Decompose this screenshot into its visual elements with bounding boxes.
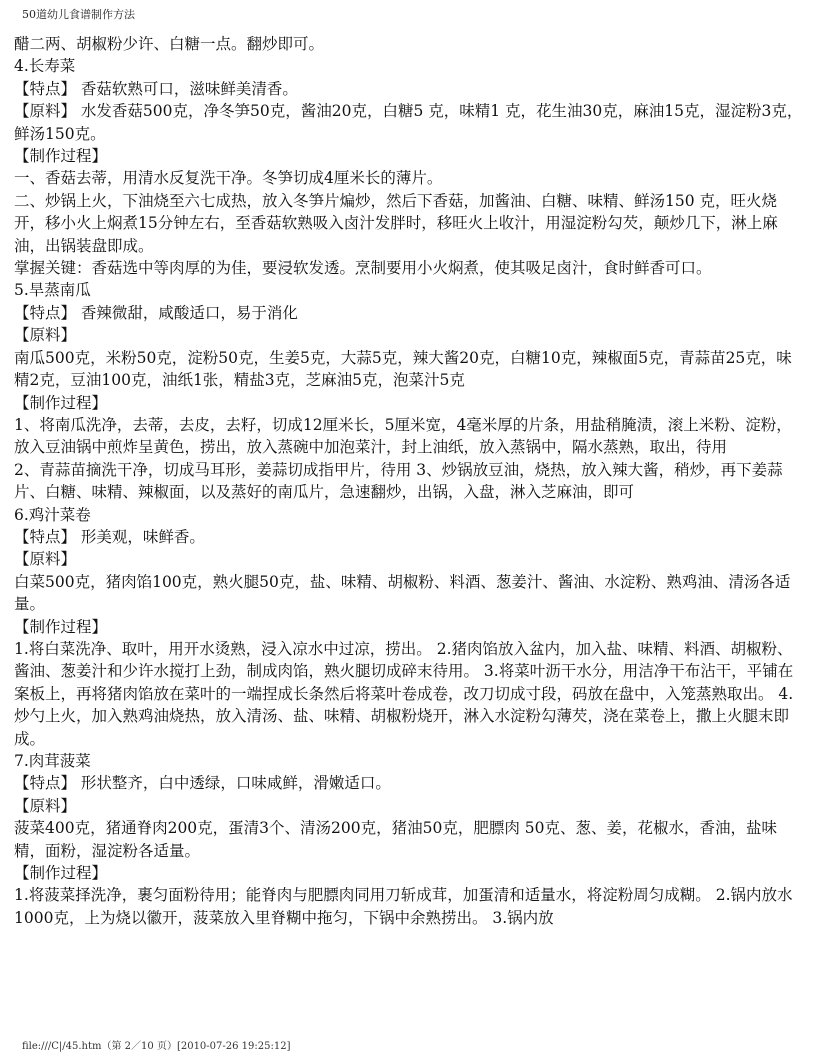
text-line: 二、炒锅上火，下油烧至六七成热，放入冬笋片煸炒，然后下香菇，加酱油、白糖、味精、鲜汤150 克，旺火烧开，移小火上焖煮15分钟左右，至香菇软熟吸入卤汁发胖时，移旺火上收汁，用湿淀粉勾芡，颠炒几下，淋上麻油，出锅装盘即成。 (14, 191, 778, 255)
recipe-title: 7.肉茸菠菜 (14, 752, 91, 770)
text-line: 【特点】 香辣微甜，咸酸适口，易于消化 (14, 303, 298, 322)
text-line: 【原料】 水发香菇500克，净冬笋50克，酱油20克，白糖5 克，味精1 克，花生油30克，麻油15克，湿淀粉3克，鲜汤150克。 (14, 102, 803, 143)
text-line: 掌握关键：香菇选中等肉厚的为佳，要浸软发透。烹制要用小火焖煮，使其吸足卤汁，食时鲜香可口。 (14, 259, 712, 278)
text-line: 【特点】 形状整齐，白中透绿，口味咸鲜，滑嫩适口。 (14, 774, 391, 793)
text-line: 1.将白菜洗净、取叶，用开水烫熟，浸入凉水中过凉，捞出。 2.猪肉馅放入盆内，加入盐、味精、料酒、胡椒粉、酱油、葱姜汁和少许水搅打上劲，制成肉馅，熟火腿切成碎末待用。 3.将菜叶沥干水分，用洁净干布沾干，平铺在案板上，再将猪肉馅放在菜叶的一端捏成长条然后将菜叶卷成卷，改刀切成寸段，码放在盘中，入笼蒸熟取出。 4.炒勺上火，加入熟鸡油烧热，放入清汤、盐、味精、胡椒粉烧开，淋入水淀粉勾薄芡，浇在菜卷上，撒上火腿末即成。 (14, 639, 794, 748)
section-label: 【制作过程】 (14, 147, 108, 166)
section-label: 【制作过程】 (14, 393, 108, 412)
text-line: 1、将南瓜洗净，去蒂，去皮，去籽，切成12厘米长，5厘米宽，4毫米厚的片条，用盐稍腌渍，滚上米粉、淀粉，放入豆油锅中煎炸呈黄色，捞出，放入蒸碗中加泡菜汁，封上油纸，放入蒸锅中，隔水蒸熟，取出，待用 (14, 415, 792, 457)
text-line: 【特点】 香菇软熟可口，滋味鲜美清香。 (14, 79, 298, 98)
document-body (14, 33, 804, 929)
recipe-title: 5.旱蒸南瓜 (14, 281, 91, 300)
text-line: 白菜500克，猪肉馅100克，熟火腿50克，盐、味精、胡椒粉、料酒、葱姜汁、酱油、水淀粉、熟鸡油、清汤各适量。 (14, 572, 791, 614)
recipe-title: 6.鸡汁菜卷 (14, 505, 91, 524)
text-line: 醋二两、胡椒粉少许、白糖一点。翻炒即可。 (14, 35, 325, 53)
text-line: 1.将菠菜择洗净，裹匀面粉待用；能脊肉与肥膘肉同用刀斩成茸，加蛋清和适量水，将淀粉周匀成糊。 2.锅内放水1000克，上为烧以徽开，菠菜放入里脊糊中拖匀，下锅中余熟捞出。 3.锅内放 (14, 886, 793, 927)
recipe-title: 4.长寿菜 (14, 57, 76, 76)
section-label: 【原料】 (14, 326, 77, 345)
text-line: 南瓜500克，米粉50克，淀粉50克，生姜5克，大蒜5克，辣大酱20克，白糖10克，辣椒面5克，青蒜苗25克，味精2克，豆油100克，油纸1张，精盐3克，芝麻油5克，泡菜汁5克 (14, 348, 792, 390)
section-label: 【制作过程】 (14, 864, 108, 883)
text-line: 2、青蒜苗摘洗干净，切成马耳形，姜蒜切成指甲片，待用 3、炒锅放豆油，烧热，放入辣大酱，稍炒，再下姜蒜片、白糖、味精、辣椒面，以及蒸好的南瓜片，急速翻炒，出锅，入盘，淋入芝麻油，即可 (14, 460, 783, 502)
text-line: 一、香菇去蒂，用清水反复洗干净。冬笋切成4厘米长的薄片。 (14, 169, 443, 188)
page-footer: file:///C|/45.htm（第 2／10 页）[2010-07-26 19:25:12] (22, 1041, 291, 1052)
section-label: 【制作过程】 (14, 617, 108, 636)
text-line: 菠菜400克，猪通脊肉200克，蛋清3个、清汤200克，猪油50克，肥膘肉 50克、葱、姜，花椒水，香油，盐味精，面粉，湿淀粉各适量。 (14, 819, 777, 860)
section-label: 【原料】 (14, 796, 77, 815)
section-label: 【原料】 (14, 550, 77, 569)
page-header: 50道幼儿食谱制作方法 (22, 8, 135, 21)
text-line: 【特点】 形美观，味鲜香。 (14, 527, 205, 546)
